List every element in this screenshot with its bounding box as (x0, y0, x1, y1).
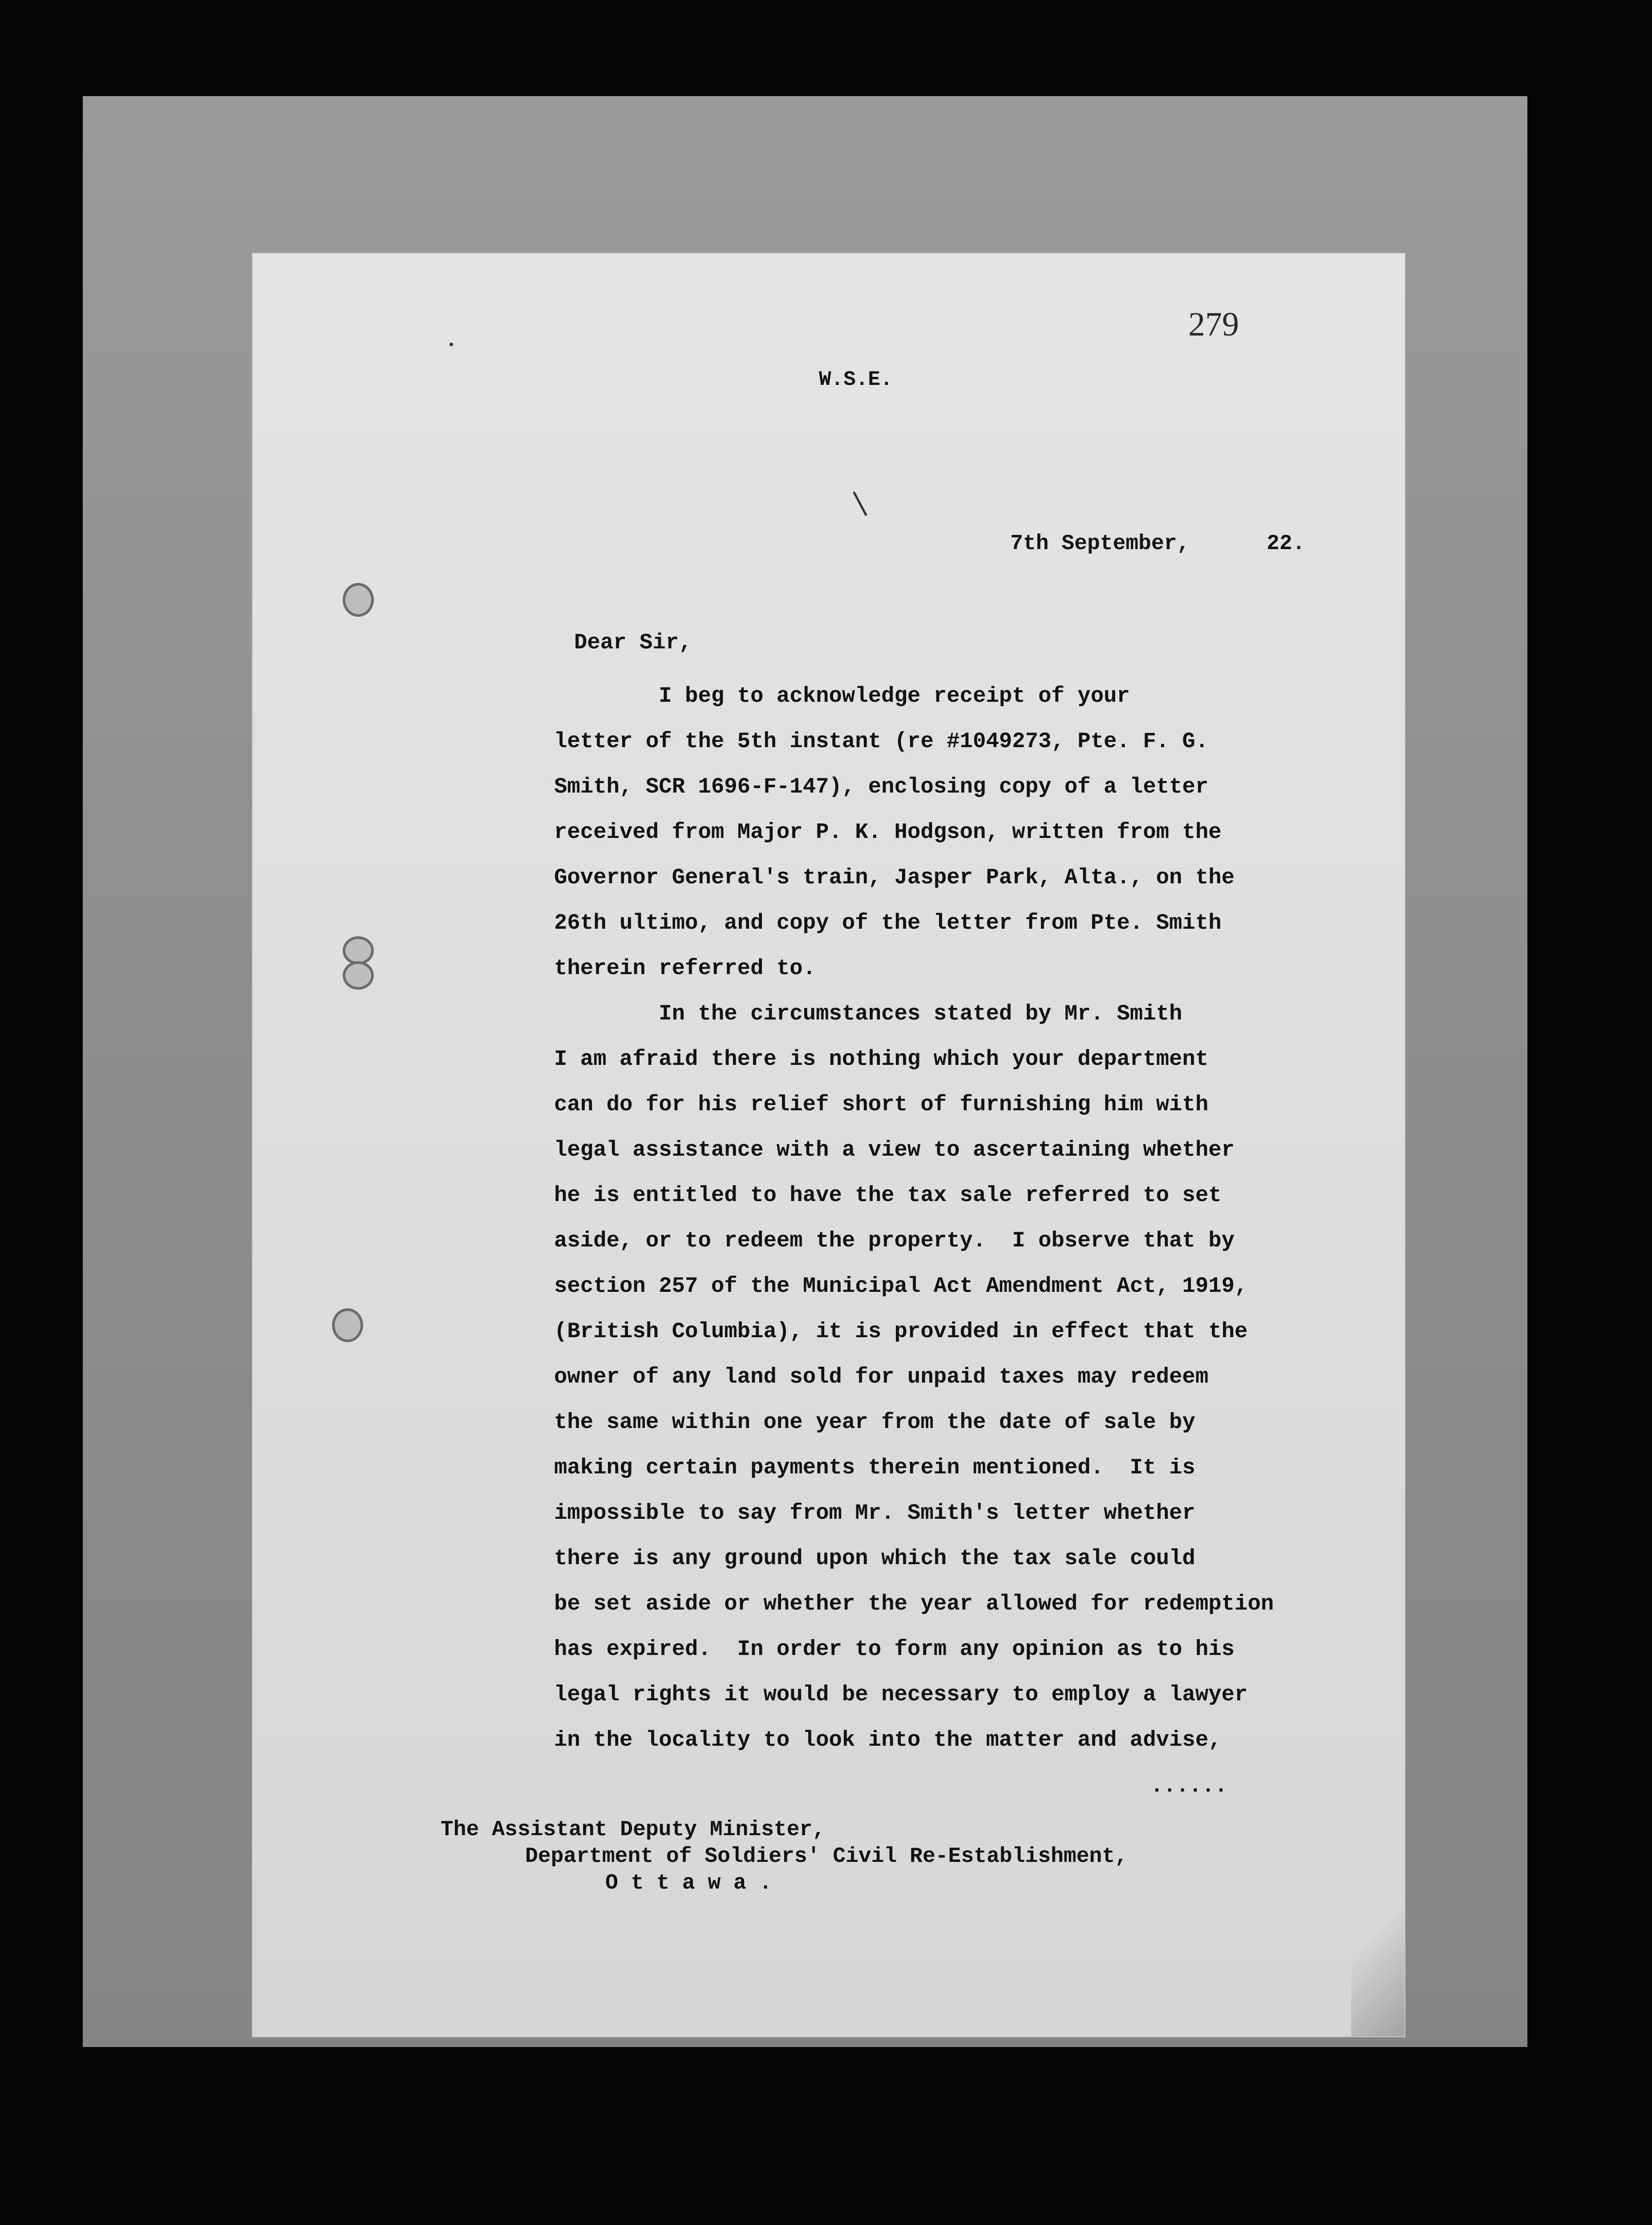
body-line: he is entitled to have the tax sale referred to set (554, 1183, 1222, 1208)
body-line: In the circumstances stated by Mr. Smith (554, 1001, 1182, 1026)
body-line: I beg to acknowledge receipt of your (554, 684, 1130, 708)
punch-hole-middle-upper (343, 936, 374, 965)
addressee-line-3: O t t a w a . (605, 1871, 772, 1895)
page-number: 279 (1188, 306, 1239, 343)
body-line: section 257 of the Municipal Act Amendment Act, 1919, (554, 1274, 1248, 1299)
pencil-dot-mark (449, 343, 453, 346)
continuation-dots: ...... (1150, 1774, 1227, 1798)
body-line: therein referred to. (554, 956, 816, 981)
body-line: owner of any land sold for unpaid taxes may redeem (554, 1364, 1209, 1389)
body-line: I am afraid there is nothing which your department (554, 1047, 1209, 1072)
body-line: be set aside or whether the year allowed for redemption (554, 1591, 1274, 1616)
salutation: Dear Sir, (574, 630, 692, 655)
body-line: 26th ultimo, and copy of the letter from Pte. Smith (554, 910, 1222, 935)
punch-hole-middle-lower (343, 961, 374, 990)
body-line: aside, or to redeem the property. I observe that by (554, 1228, 1235, 1253)
letter-reference: W.S.E. (819, 368, 893, 391)
body-line: Smith, SCR 1696-F-147), enclosing copy of a letter (554, 774, 1209, 799)
sheet-fold-shadow (1351, 1867, 1405, 2036)
addressee-line-2: Department of Soldiers' Civil Re-Establishment, (525, 1845, 1128, 1869)
body-line: has expired. In order to form any opinion as to his (554, 1637, 1235, 1662)
body-line: legal rights it would be necessary to employ a lawyer (554, 1682, 1248, 1707)
body-line: the same within one year from the date of sale by (554, 1410, 1195, 1435)
letter-date: 7th September, 22. (1010, 532, 1305, 556)
punch-hole-bottom (332, 1308, 363, 1342)
body-line: received from Major P. K. Hodgson, written from the (554, 820, 1222, 845)
body-line: Governor General's train, Jasper Park, Alta., on the (554, 865, 1235, 890)
body-line: legal assistance with a view to ascertaining whether (554, 1137, 1235, 1162)
body-line: (British Columbia), it is provided in effect that the (554, 1319, 1248, 1344)
addressee-line-1: The Assistant Deputy Minister, (441, 1818, 826, 1842)
body-line: letter of the 5th instant (re #1049273, Pte. F. G. (554, 729, 1209, 754)
body-line: making certain payments therein mentioned. It is (554, 1455, 1195, 1480)
body-line: there is any ground upon which the tax sale could (554, 1546, 1195, 1571)
body-line: can do for his relief short of furnishing him with (554, 1092, 1209, 1117)
body-line: impossible to say from Mr. Smith's letter whether (554, 1501, 1195, 1525)
punch-hole-top (343, 583, 374, 617)
body-line: in the locality to look into the matter and advise, (554, 1727, 1222, 1752)
